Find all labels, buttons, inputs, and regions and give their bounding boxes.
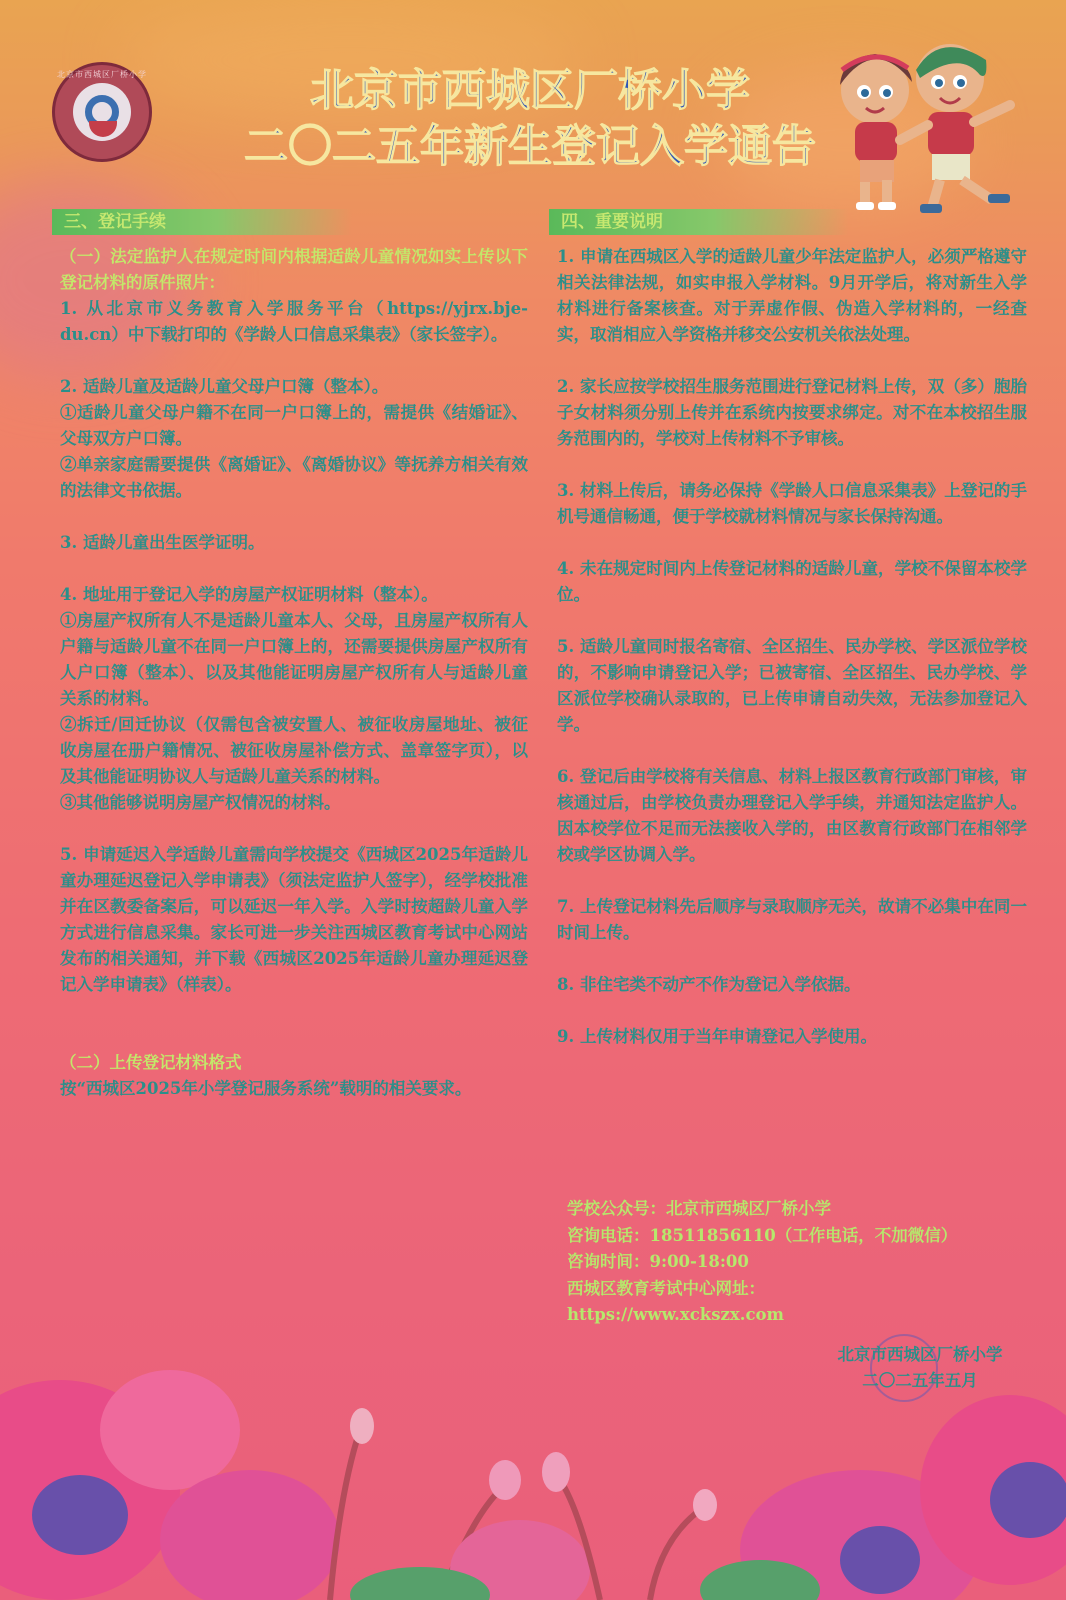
signature-date: 二〇二五年五月 xyxy=(862,1371,978,1390)
item-format: 按“西城区2025年小学登记服务系统”载明的相关要求。 xyxy=(60,1079,472,1098)
site-url[interactable]: https://www.xckszx.com xyxy=(567,1305,784,1324)
item-3: 3. 适龄儿童出生医学证明。 xyxy=(60,533,265,552)
section-header-register: 三、登记手续 xyxy=(52,209,352,235)
subsection-upload-materials: （一）法定监护人在规定时间内根据适龄儿童情况如实上传以下登记材料的原件照片： xyxy=(60,247,528,292)
section-header-notes: 四、重要说明 xyxy=(549,209,849,235)
note-2: 2. 家长应按学校招生服务范围进行登记材料上传，双（多）胞胎子女材料须分别上传并在系统内按要求绑定。对不在本校招生服务范围内的，学校对上传材料不予审核。 xyxy=(557,377,1027,448)
item-2a: ①适龄儿童父母户籍不在同一户口簿上的，需提供《结婚证》、父母双方户口簿。 xyxy=(60,403,528,448)
page-title: 北京市西城区厂桥小学 xyxy=(310,65,750,116)
signature-org: 北京市西城区厂桥小学 xyxy=(837,1345,1003,1364)
contact-info xyxy=(567,1196,957,1329)
right-column xyxy=(557,244,1027,1050)
note-1: 1. 申请在西城区入学的适龄儿童少年法定监护人，必须严格遵守相关法律法规，如实申报入学材料。9月开学后，将对新生入学材料进行备案核查。对于弄虚作假、伪造入学材料的，一经查实，取消相应入学资格并移交公安机关依法处理。 xyxy=(557,247,1027,344)
note-8: 8. 非住宅类不动产不作为登记入学依据。 xyxy=(557,975,861,994)
subsection-format: （二）上传登记材料格式 xyxy=(60,1053,242,1072)
kids-illustration xyxy=(820,30,1020,220)
item-2b: ②单亲家庭需要提供《离婚证》、《离婚协议》等抚养方相关有效的法律文书依据。 xyxy=(60,455,528,500)
note-9: 9. 上传材料仅用于当年申请登记入学使用。 xyxy=(557,1027,877,1046)
item-1: 1. 从北京市义务教育入学服务平台（https://yjrx.bje-du.cn）中下载打印的《学龄人口信息采集表》（家长签字）。 xyxy=(60,299,528,344)
note-5: 5. 适龄儿童同时报名寄宿、全区招生、民办学校、学区派位学校的，不影响申请登记入学；已被寄宿、全区招生、民办学校、学区派位学校确认录取的，已上传申请自动失效，无法参加登记入学。 xyxy=(557,637,1027,734)
wechat-account: 学校公众号：北京市西城区厂桥小学 xyxy=(567,1199,831,1218)
item-2: 2. 适龄儿童及适龄儿童父母户口簿（整本）。 xyxy=(60,377,389,396)
note-7: 7. 上传登记材料先后顺序与录取顺序无关，故请不必集中在同一时间上传。 xyxy=(557,897,1027,942)
item-4b: ②拆迁/回迁协议（仅需包含被安置人、被征收房屋地址、被征收房屋在册户籍情况、被征收房屋补偿方式、盖章签字页），以及其他能证明协议人与适龄儿童关系的材料。 xyxy=(60,715,528,786)
consult-hours: 咨询时间：9:00-18:00 xyxy=(567,1252,749,1271)
note-3: 3. 材料上传后，请务必保持《学龄人口信息采集表》上登记的手机号通信畅通，便于学校就材料情况与家长保持沟通。 xyxy=(557,481,1027,526)
item-5: 5. 申请延迟入学适龄儿童需向学校提交《西城区2025年适龄儿童办理延迟登记入学申请表》（须法定监护人签字），经学校批准并在区教委备案后，可以延迟一年入学。入学时按超龄儿童入学方式进行信息采集。家长可进一步关注西城区教育考试中心网站发布的相关通知，并下载《西城区2025年适龄儿童办理延迟登记入学申请表》（样表）。 xyxy=(60,845,528,994)
note-4: 4. 未在规定时间内上传登记材料的适龄儿童，学校不保留本校学位。 xyxy=(557,559,1027,604)
item-4c: ③其他能够说明房屋产权情况的材料。 xyxy=(60,793,341,812)
note-6: 6. 登记后由学校将有关信息、材料上报区教育行政部门审核，审核通过后，由学校负责办理登记入学手续，并通知法定监护人。因本校学位不足而无法接收入学的，由区教育行政部门在相邻学校或学区协调入学。 xyxy=(557,767,1027,864)
site-label: 西城区教育考试中心网址： xyxy=(567,1278,765,1298)
phone: 咨询电话：18511856110（工作电话，不加微信） xyxy=(567,1225,958,1245)
left-column xyxy=(60,244,528,1102)
school-logo xyxy=(52,62,152,162)
item-4: 4. 地址用于登记入学的房屋产权证明材料（整本）。 xyxy=(60,585,438,604)
logo-text: 北京市西城区厂桥小学 xyxy=(57,70,147,79)
item-4a: ①房屋产权所有人不是适龄儿童本人、父母，且房屋产权所有人户籍与适龄儿童不在同一户口簿上的，还需要提供房屋产权所有人户口簿（整本）、以及其他能证明房屋产权所有人与适龄儿童关系的材料。 xyxy=(60,611,528,708)
page-subtitle: 二〇二五年新生登记入学通告 xyxy=(244,121,816,172)
flower-decoration xyxy=(0,1340,1066,1600)
